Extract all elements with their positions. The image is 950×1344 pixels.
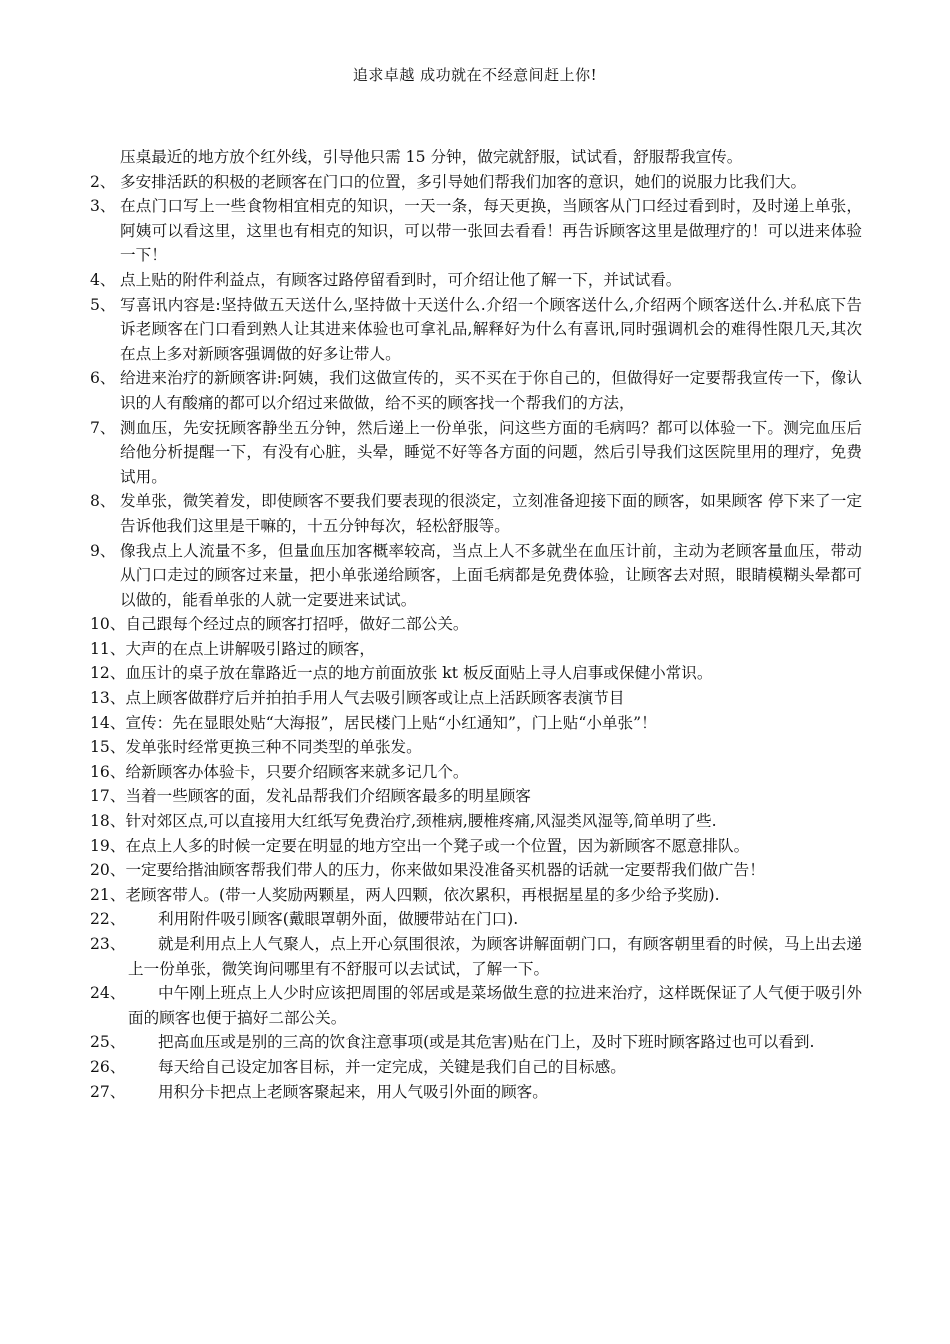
item-number: 7、 bbox=[90, 418, 116, 437]
list-item bbox=[90, 907, 862, 932]
item-number: 20、 bbox=[90, 861, 126, 880]
list-item bbox=[90, 416, 862, 490]
item-text: 给进来治疗的新顾客讲:阿姨，我们这做宣传的，买不买在于你自己的，但做得好一定要帮我宣传一下，像认识的人有酸痛的都可以介绍过来做做，给不买的顾客找一个帮我们的方法， bbox=[120, 369, 862, 412]
list-item bbox=[90, 1080, 862, 1105]
item-number: 21、 bbox=[90, 885, 126, 904]
intro-paragraph: 压桌最近的地方放个红外线，引导他只需 15 分钟，做完就舒服，试试看，舒服帮我宣传。 bbox=[120, 148, 743, 166]
item-number: 8、 bbox=[90, 492, 116, 511]
list-item bbox=[90, 293, 862, 367]
item-number: 19、 bbox=[90, 836, 126, 855]
item-text: 测血压，先安抚顾客静坐五分钟，然后递上一份单张，问这些方面的毛病吗？都可以体验一下。测完血压后给他分析提醒一下，有没有心脏，头晕，睡觉不好等各方面的问题，然后引导我们这医院里用的理疗，免费试用。 bbox=[120, 418, 862, 486]
list-item bbox=[90, 883, 862, 908]
item-number: 2、 bbox=[90, 172, 116, 191]
item-text: 给新顾客办体验卡，只要介绍顾客来就多记几个。 bbox=[125, 762, 469, 781]
list-item bbox=[90, 170, 862, 195]
item-text: 一定要给揩油顾客帮我们带人的压力，你来做如果没准备买机器的话就一定要帮我们做广告！ bbox=[125, 861, 765, 880]
item-number: 6、 bbox=[90, 369, 116, 388]
list-item bbox=[90, 784, 862, 809]
item-text: 宣传：先在显眼处贴“大海报”，居民楼门上贴“小红通知”，门上贴“小单张”！ bbox=[125, 713, 657, 732]
list-item bbox=[90, 858, 862, 883]
item-text: 点上贴的附件利益点，有顾客过路停留看到时，可介绍让他了解一下，并试试看。 bbox=[120, 270, 682, 289]
item-text: 老顾客带人。(带一人奖励两颗星，两人四颗，依次累积，再根据星星的多少给予奖励). bbox=[125, 885, 720, 904]
item-number: 18、 bbox=[90, 812, 126, 831]
list-item bbox=[90, 981, 862, 1030]
list-item bbox=[90, 735, 862, 760]
list-item bbox=[90, 637, 862, 662]
item-text: 把高血压或是别的三高的饮食注意事项(或是其危害)贴在门上，及时下班时顾客路过也可以看到. bbox=[158, 1033, 815, 1052]
item-number: 22、 bbox=[90, 910, 126, 929]
item-text: 写喜讯内容是:坚持做五天送什么,坚持做十天送什么.介绍一个顾客送什么,介绍两个顾客送什么.并私底下告诉老顾客在门口看到熟人让其进来体验也可拿礼品,解释好为什么有喜讯,同时强调机会的难得性限几天,其次在点上多对新顾客强调做的好多让带人。 bbox=[120, 295, 862, 363]
item-text: 就是利用点上人气聚人，点上开心氛围很浓，为顾客讲解面朝门口，有顾客朝里看的时候，马上出去递上一份单张，微笑询问哪里有不舒服可以去试试，了解一下。 bbox=[128, 935, 862, 978]
item-text: 像我点上人流量不多，但量血压加客概率较高，当点上人不多就坐在血压计前，主动为老顾客量血压，带动从门口走过的顾客过来量，把小单张递给顾客，上面毛病都是免费体验，让顾客去对照，眼睛模糊头晕都可以做的，能看单张的人就一定要进来试试。 bbox=[120, 541, 862, 609]
list-item bbox=[90, 932, 862, 981]
item-number: 5、 bbox=[90, 295, 116, 314]
item-text: 在点上人多的时候一定要在明显的地方空出一个凳子或一个位置，因为新顾客不愿意排队。 bbox=[125, 836, 750, 855]
list-item bbox=[90, 809, 862, 834]
item-text: 发单张时经常更换三种不同类型的单张发。 bbox=[125, 738, 422, 757]
item-number: 24、 bbox=[90, 984, 126, 1003]
list-item bbox=[90, 1030, 862, 1055]
item-text: 利用附件吸引顾客(戴眼罩朝外面，做腰带站在门口). bbox=[158, 910, 519, 929]
item-number: 3、 bbox=[90, 197, 116, 216]
item-number: 16、 bbox=[90, 762, 126, 781]
item-text: 自己跟每个经过点的顾客打招呼，做好二部公关。 bbox=[125, 615, 469, 634]
item-number: 17、 bbox=[90, 787, 126, 806]
item-number: 10、 bbox=[90, 615, 126, 634]
item-text: 点上顾客做群疗后并拍拍手用人气去吸引顾客或让点上活跃顾客表演节目 bbox=[125, 689, 625, 708]
item-number: 26、 bbox=[90, 1057, 126, 1076]
item-number: 14、 bbox=[90, 713, 126, 732]
item-text: 每天给自己设定加客目标，并一定完成，关键是我们自己的目标感。 bbox=[158, 1057, 626, 1076]
item-text: 在点门口写上一些食物相宜相克的知识，一天一条，每天更换，当顾客从门口经过看到时，及时递上单张，阿姨可以看这里，这里也有相克的知识，可以带一张回去看看！再告诉顾客这里是做理疗的！可以进来体验一下！ bbox=[120, 197, 862, 265]
item-text: 当着一些顾客的面，发礼品帮我们介绍顾客最多的明星顾客 bbox=[125, 787, 531, 806]
item-text: 用积分卡把点上老顾客聚起来，用人气吸引外面的顾客。 bbox=[158, 1082, 548, 1101]
list-item bbox=[90, 612, 862, 637]
page-header: 追求卓越 成功就在不经意间赶上你! bbox=[352, 66, 598, 84]
list-item bbox=[90, 1055, 862, 1080]
item-number: 4、 bbox=[90, 270, 116, 289]
list-item bbox=[90, 711, 862, 736]
item-number: 25、 bbox=[90, 1033, 126, 1052]
list-item bbox=[90, 366, 862, 415]
list-item bbox=[90, 686, 862, 711]
item-number: 9、 bbox=[90, 541, 116, 560]
document-body bbox=[90, 145, 862, 1104]
item-number: 11、 bbox=[90, 639, 126, 658]
item-number: 15、 bbox=[90, 738, 126, 757]
list-item bbox=[90, 489, 862, 538]
item-text: 大声的在点上讲解吸引路过的顾客， bbox=[125, 639, 375, 658]
list-item bbox=[90, 760, 862, 785]
list-item bbox=[90, 661, 862, 686]
item-text: 血压计的桌子放在靠路近一点的地方前面放张 kt 板反面贴上寻人启事或保健小常识。 bbox=[125, 664, 713, 683]
item-text: 发单张，微笑着发，即使顾客不要我们要表现的很淡定，立刻准备迎接下面的顾客，如果顾客 停下来了一定告诉他我们这里是干嘛的，十五分钟每次，轻松舒服等。 bbox=[120, 492, 862, 535]
list-item bbox=[90, 194, 862, 268]
list-item bbox=[90, 834, 862, 859]
item-number: 23、 bbox=[90, 935, 126, 953]
item-number: 27、 bbox=[90, 1082, 126, 1101]
item-number: 13、 bbox=[90, 689, 126, 708]
item-number: 12、 bbox=[90, 664, 126, 683]
item-text: 针对郊区点,可以直接用大红纸写免费治疗,颈椎病,腰椎疼痛,风湿类风湿等,简单明了些. bbox=[125, 812, 717, 831]
list-item bbox=[90, 268, 862, 293]
item-text: 中午刚上班点上人少时应该把周围的邻居或是菜场做生意的拉进来治疗，这样既保证了人气便于吸引外面的顾客也便于搞好二部公关。 bbox=[128, 984, 862, 1027]
list-item bbox=[90, 539, 862, 613]
item-text: 多安排活跃的积极的老顾客在门口的位置，多引导她们帮我们加客的意识，她们的说服力比我们大。 bbox=[120, 172, 807, 191]
